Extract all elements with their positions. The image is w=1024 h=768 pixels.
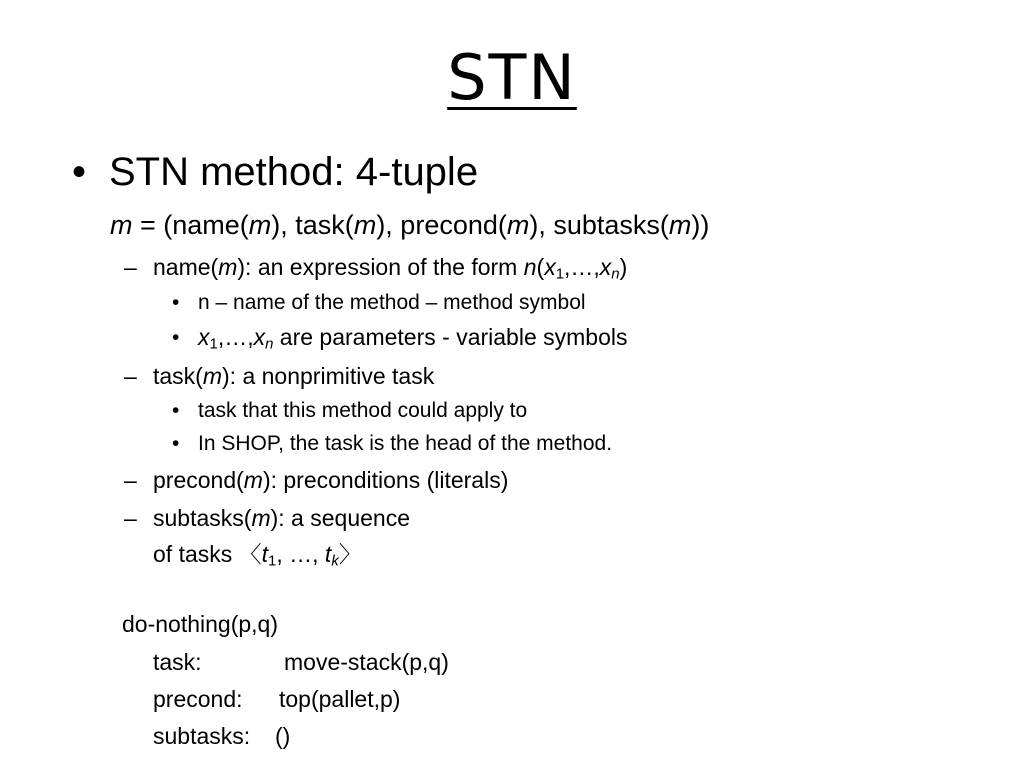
subtasks-item-line2 xyxy=(153,536,362,569)
name-sub2-rest: are parameters - variable symbols xyxy=(273,324,628,350)
slide-title: STN xyxy=(447,41,577,114)
example-task-label: task: xyxy=(153,649,202,675)
tuple-var-m: m xyxy=(110,210,133,240)
task-item-pre: task( xyxy=(153,363,203,389)
heading-bullet: • xyxy=(72,150,87,194)
heading-text: STN method: 4-tuple xyxy=(109,150,479,194)
tuple-definition xyxy=(110,210,709,241)
subtasks-item-t1: t xyxy=(261,541,269,567)
subtasks-item-line1 xyxy=(153,505,410,532)
precond-item xyxy=(153,467,508,494)
task-sub1-bullet: • xyxy=(172,399,180,422)
task-sub1-text: task that this method could apply to xyxy=(198,399,528,422)
subtasks-item-close: 〉 xyxy=(338,541,362,567)
task-item-m: m xyxy=(202,363,223,389)
subtasks-item-line2-pre: of tasks 〈 xyxy=(153,541,262,567)
subtasks-item-sub1: 1 xyxy=(268,552,277,570)
name-item-n: n xyxy=(523,254,537,280)
name-item-pre: name( xyxy=(153,254,219,280)
example-header: do-nothing(p,q) xyxy=(122,611,278,637)
precond-item-pre: precond( xyxy=(153,467,244,493)
name-item-m: m xyxy=(218,254,238,280)
name-sub2-x2: x xyxy=(253,324,266,350)
tuple-m4: m xyxy=(668,210,692,240)
name-item-dots: ,…, xyxy=(564,254,600,280)
tuple-c4: )) xyxy=(691,210,710,240)
name-item xyxy=(153,254,627,281)
task-item-rest: ): a nonprimitive task xyxy=(222,363,435,389)
subtasks-item-rest: ): a sequence xyxy=(270,505,410,531)
name-sub1-text: n – name of the method – method symbol xyxy=(198,291,586,314)
subtasks-item-pre: subtasks( xyxy=(153,505,252,531)
tuple-c1: ), task( xyxy=(271,210,354,240)
name-item-subn-text: n xyxy=(611,265,620,283)
task-item-dash: – xyxy=(124,363,137,389)
example-subtasks-label: subtasks: xyxy=(153,723,251,749)
name-item-x: x xyxy=(544,254,556,280)
tuple-m1: m xyxy=(248,210,272,240)
tuple-m2: m xyxy=(353,210,377,240)
subtasks-item-subk xyxy=(331,553,338,570)
subtasks-item-m: m xyxy=(251,505,271,531)
name-item-close: ) xyxy=(619,254,628,280)
name-item-subn xyxy=(611,266,619,283)
tuple-c2: ), precond( xyxy=(376,210,507,240)
example-task-value: move-stack(p,q) xyxy=(284,649,449,675)
tuple-eq: = (name( xyxy=(132,210,249,240)
name-item-open: ( xyxy=(536,254,545,280)
name-item-dash: – xyxy=(124,254,137,280)
example-subtasks-line xyxy=(153,723,290,750)
precond-item-dash: – xyxy=(124,467,137,493)
name-sub2 xyxy=(198,324,627,351)
example-task-line xyxy=(153,649,449,676)
name-item-mid: ): an expression of the form xyxy=(237,254,524,280)
tuple-m3: m xyxy=(506,210,530,240)
example-subtasks-value: () xyxy=(275,723,291,749)
task-item xyxy=(153,363,434,390)
task-sub2-text: In SHOP, the task is the head of the method. xyxy=(198,432,613,455)
example-precond-value: top(pallet,p) xyxy=(279,686,401,712)
name-item-x2: x xyxy=(599,254,612,280)
subtasks-item-mid: , …, xyxy=(276,541,325,567)
precond-item-rest: ): preconditions (literals) xyxy=(262,467,509,493)
subtasks-item-dash: – xyxy=(124,505,137,531)
subtasks-item-tk: t xyxy=(324,541,332,567)
name-sub2-x: x xyxy=(198,324,210,350)
example-precond-label: precond: xyxy=(153,686,243,712)
name-sub1-bullet: • xyxy=(172,291,180,314)
name-sub2-subn-text: n xyxy=(265,335,274,353)
name-sub2-sub1: 1 xyxy=(209,335,218,353)
precond-item-m: m xyxy=(243,467,263,493)
example-precond-line xyxy=(153,686,400,713)
tuple-c3: ), subtasks( xyxy=(529,210,669,240)
task-sub2-bullet: • xyxy=(172,432,180,455)
subtasks-item-subk-text: k xyxy=(331,552,339,570)
name-item-sub1: 1 xyxy=(555,265,565,283)
name-sub2-bullet: • xyxy=(172,326,180,349)
name-sub2-dots: ,…, xyxy=(217,324,254,350)
